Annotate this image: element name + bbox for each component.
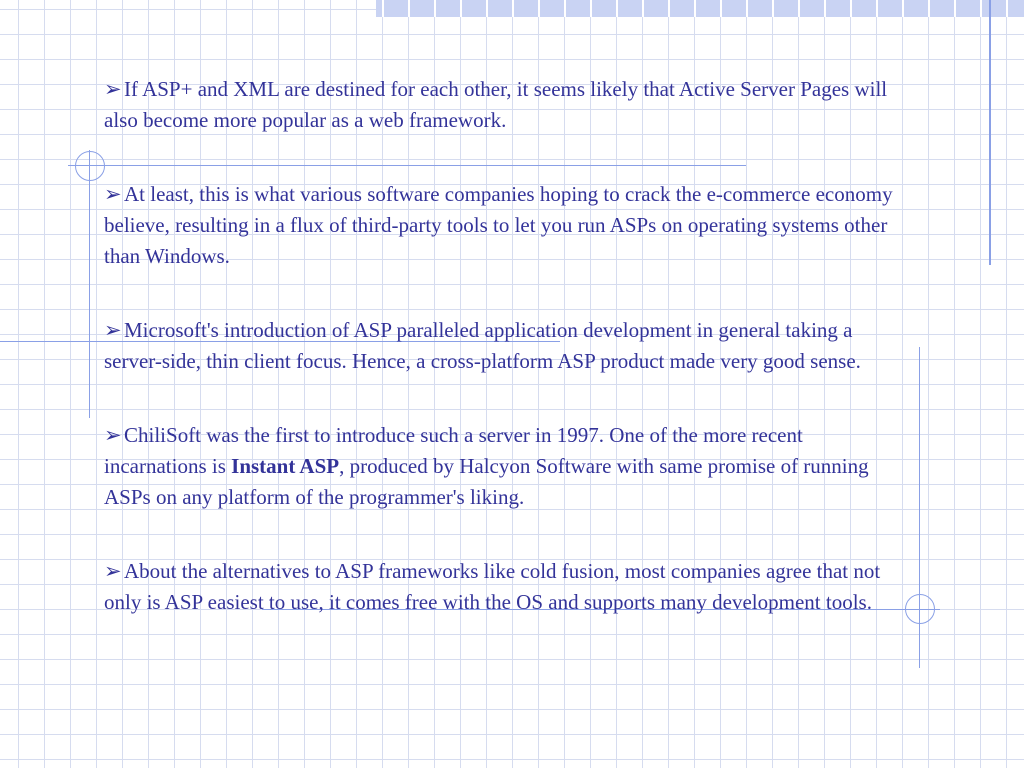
top-right-vertical-line xyxy=(989,0,991,265)
top-decorative-bar xyxy=(376,0,1024,17)
arrow-bullet-icon: ➢ xyxy=(104,182,122,206)
bullet-1: ➢ If ASP+ and XML are destined for each other, it seems likely that Active Server Pages will also become more popular as a web framework. xyxy=(104,74,894,136)
arrow-bullet-icon: ➢ xyxy=(104,559,122,583)
bullet-5: ➢ About the alternatives to ASP frameworks like cold fusion, most companies agree that not only is ASP easiest to use, it comes free with the OS and supports many development tools. xyxy=(104,556,894,618)
instant-asp-bold: Instant ASP xyxy=(231,454,340,478)
bullet-2: ➢ At least, this is what various software companies hoping to crack the e-commerce economy believe, resulting in a flux of third-party tools to let you run ASPs on operating systems other than Windows. xyxy=(104,179,894,272)
bullet-4: ➢ ChiliSoft was the first to introduce such a server in 1997. One of the more recent incarnations is Instant ASP, produced by Halcyon Software with same promise of running ASPs on any platform of the programmer's liking. xyxy=(104,420,894,513)
slide-content xyxy=(104,74,894,661)
bullet-3: ➢ Microsoft's introduction of ASP paralleled application development in general taking a server-side, thin client focus. Hence, a cross-platform ASP product made very good sense. xyxy=(104,315,894,377)
left-vertical-line xyxy=(89,150,90,418)
lower-right-circle xyxy=(905,594,935,624)
arrow-bullet-icon: ➢ xyxy=(104,423,122,447)
arrow-bullet-icon: ➢ xyxy=(104,77,122,101)
arrow-bullet-icon: ➢ xyxy=(104,318,122,342)
upper-left-circle xyxy=(75,151,105,181)
